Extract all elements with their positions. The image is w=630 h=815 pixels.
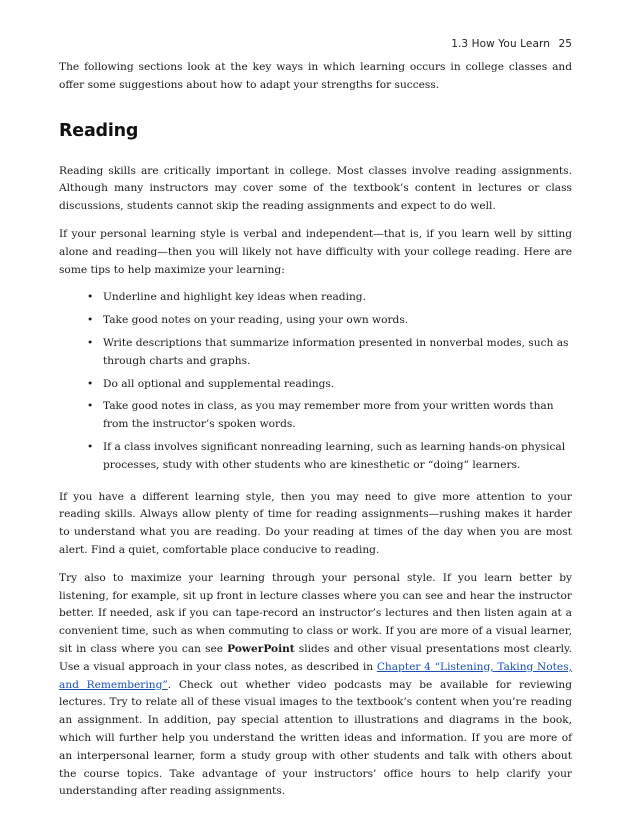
list-item (87, 335, 572, 371)
list-item-text: Underline and highlight key ideas when reading. (103, 291, 366, 304)
list-item (87, 439, 572, 475)
bullet-icon: • (87, 314, 94, 327)
page-body (59, 36, 572, 811)
bullet-icon: • (87, 400, 94, 413)
list-item-text: If a class involves significant nonreading learning, such as learning hands-on physical processes, study with other students who are kinesthetic or “doing” learners. (103, 440, 566, 471)
bullet-icon: • (87, 377, 94, 390)
list-item (87, 312, 572, 330)
paragraph-1: Reading skills are critically important in college. Most classes involve reading assignments. Although many instructors may cover some of the textbook’s content in lectures or class discussions, students cannot skip the reading assignments and expect to do well. (59, 164, 572, 213)
paragraph-4-text-b: slides and other visual presentations most clearly. Use a visual approach in your class notes, as described in (59, 642, 572, 673)
list-item (87, 376, 572, 394)
paragraph-2: If your personal learning style is verbal and independent—that is, if you learn well by sitting alone and reading—then you will likely not have difficulty with your college reading. Here are some tips to help maximize your learning: (59, 227, 572, 276)
bullet-icon: • (87, 336, 94, 349)
powerpoint-term: PowerPoint (227, 642, 295, 655)
list-item-text: Take good notes in class, as you may remember more from your written words than from the instructor’s spoken words. (103, 400, 554, 431)
list-item (87, 289, 572, 307)
header-page-number: 25 (558, 38, 572, 50)
list-item (87, 398, 572, 434)
section-heading: Reading (59, 120, 139, 141)
list-item-text: Do all optional and supplemental readings. (103, 377, 335, 390)
paragraph-4-text-a: Try also to maximize your learning through your personal style. If you learn better by listening, for example, sit up front in lecture classes where you can see and hear the instructor better. If needed, ask if you can tape-record an instructor’s lectures and then listen again at a convenient time, such as when commuting to class or work. If you are more of a visual learner, sit in class where you can see (59, 571, 572, 655)
list-item-text: Take good notes on your reading, using your own words. (103, 314, 409, 327)
intro-paragraph: The following sections look at the key ways in which learning occurs in college classes and offer some suggestions about how to adapt your strengths for success. (59, 61, 572, 91)
tips-list (59, 289, 572, 474)
bullet-icon: • (87, 440, 94, 453)
header-section: 1.3 How You Learn (451, 38, 550, 50)
paragraph-4 (59, 570, 572, 801)
list-item-text: Write descriptions that summarize information presented in nonverbal modes, such as through charts and graphs. (103, 336, 569, 367)
paragraph-3: If you have a different learning style, then you may need to give more attention to your reading skills. Always allow plenty of time for reading assignments—rushing makes it harder to understand what you are reading. Do your reading at times of the day when you are most alert. Find a quiet, comfortable place conducive to reading. (59, 490, 572, 556)
chapter-4-link[interactable]: Chapter 4 “Listening, Taking Notes, and Remembering” (59, 660, 572, 691)
paragraph-4-text-c: . Check out whether video podcasts may be available for reviewing lectures. Try to relate all of these visual images to the textbook’s content when you’re reading an assignment. In addition, pay special attention to illustrations and diagrams in the book, which will further help you understand the written ideas and information. If you are more of an interpersonal learner, form a study group with other students and talk with others about the course topics. Take advantage of your instructors’ office hours to help clarify your understanding after reading assignments. (59, 678, 572, 798)
bullet-icon: • (87, 291, 94, 304)
